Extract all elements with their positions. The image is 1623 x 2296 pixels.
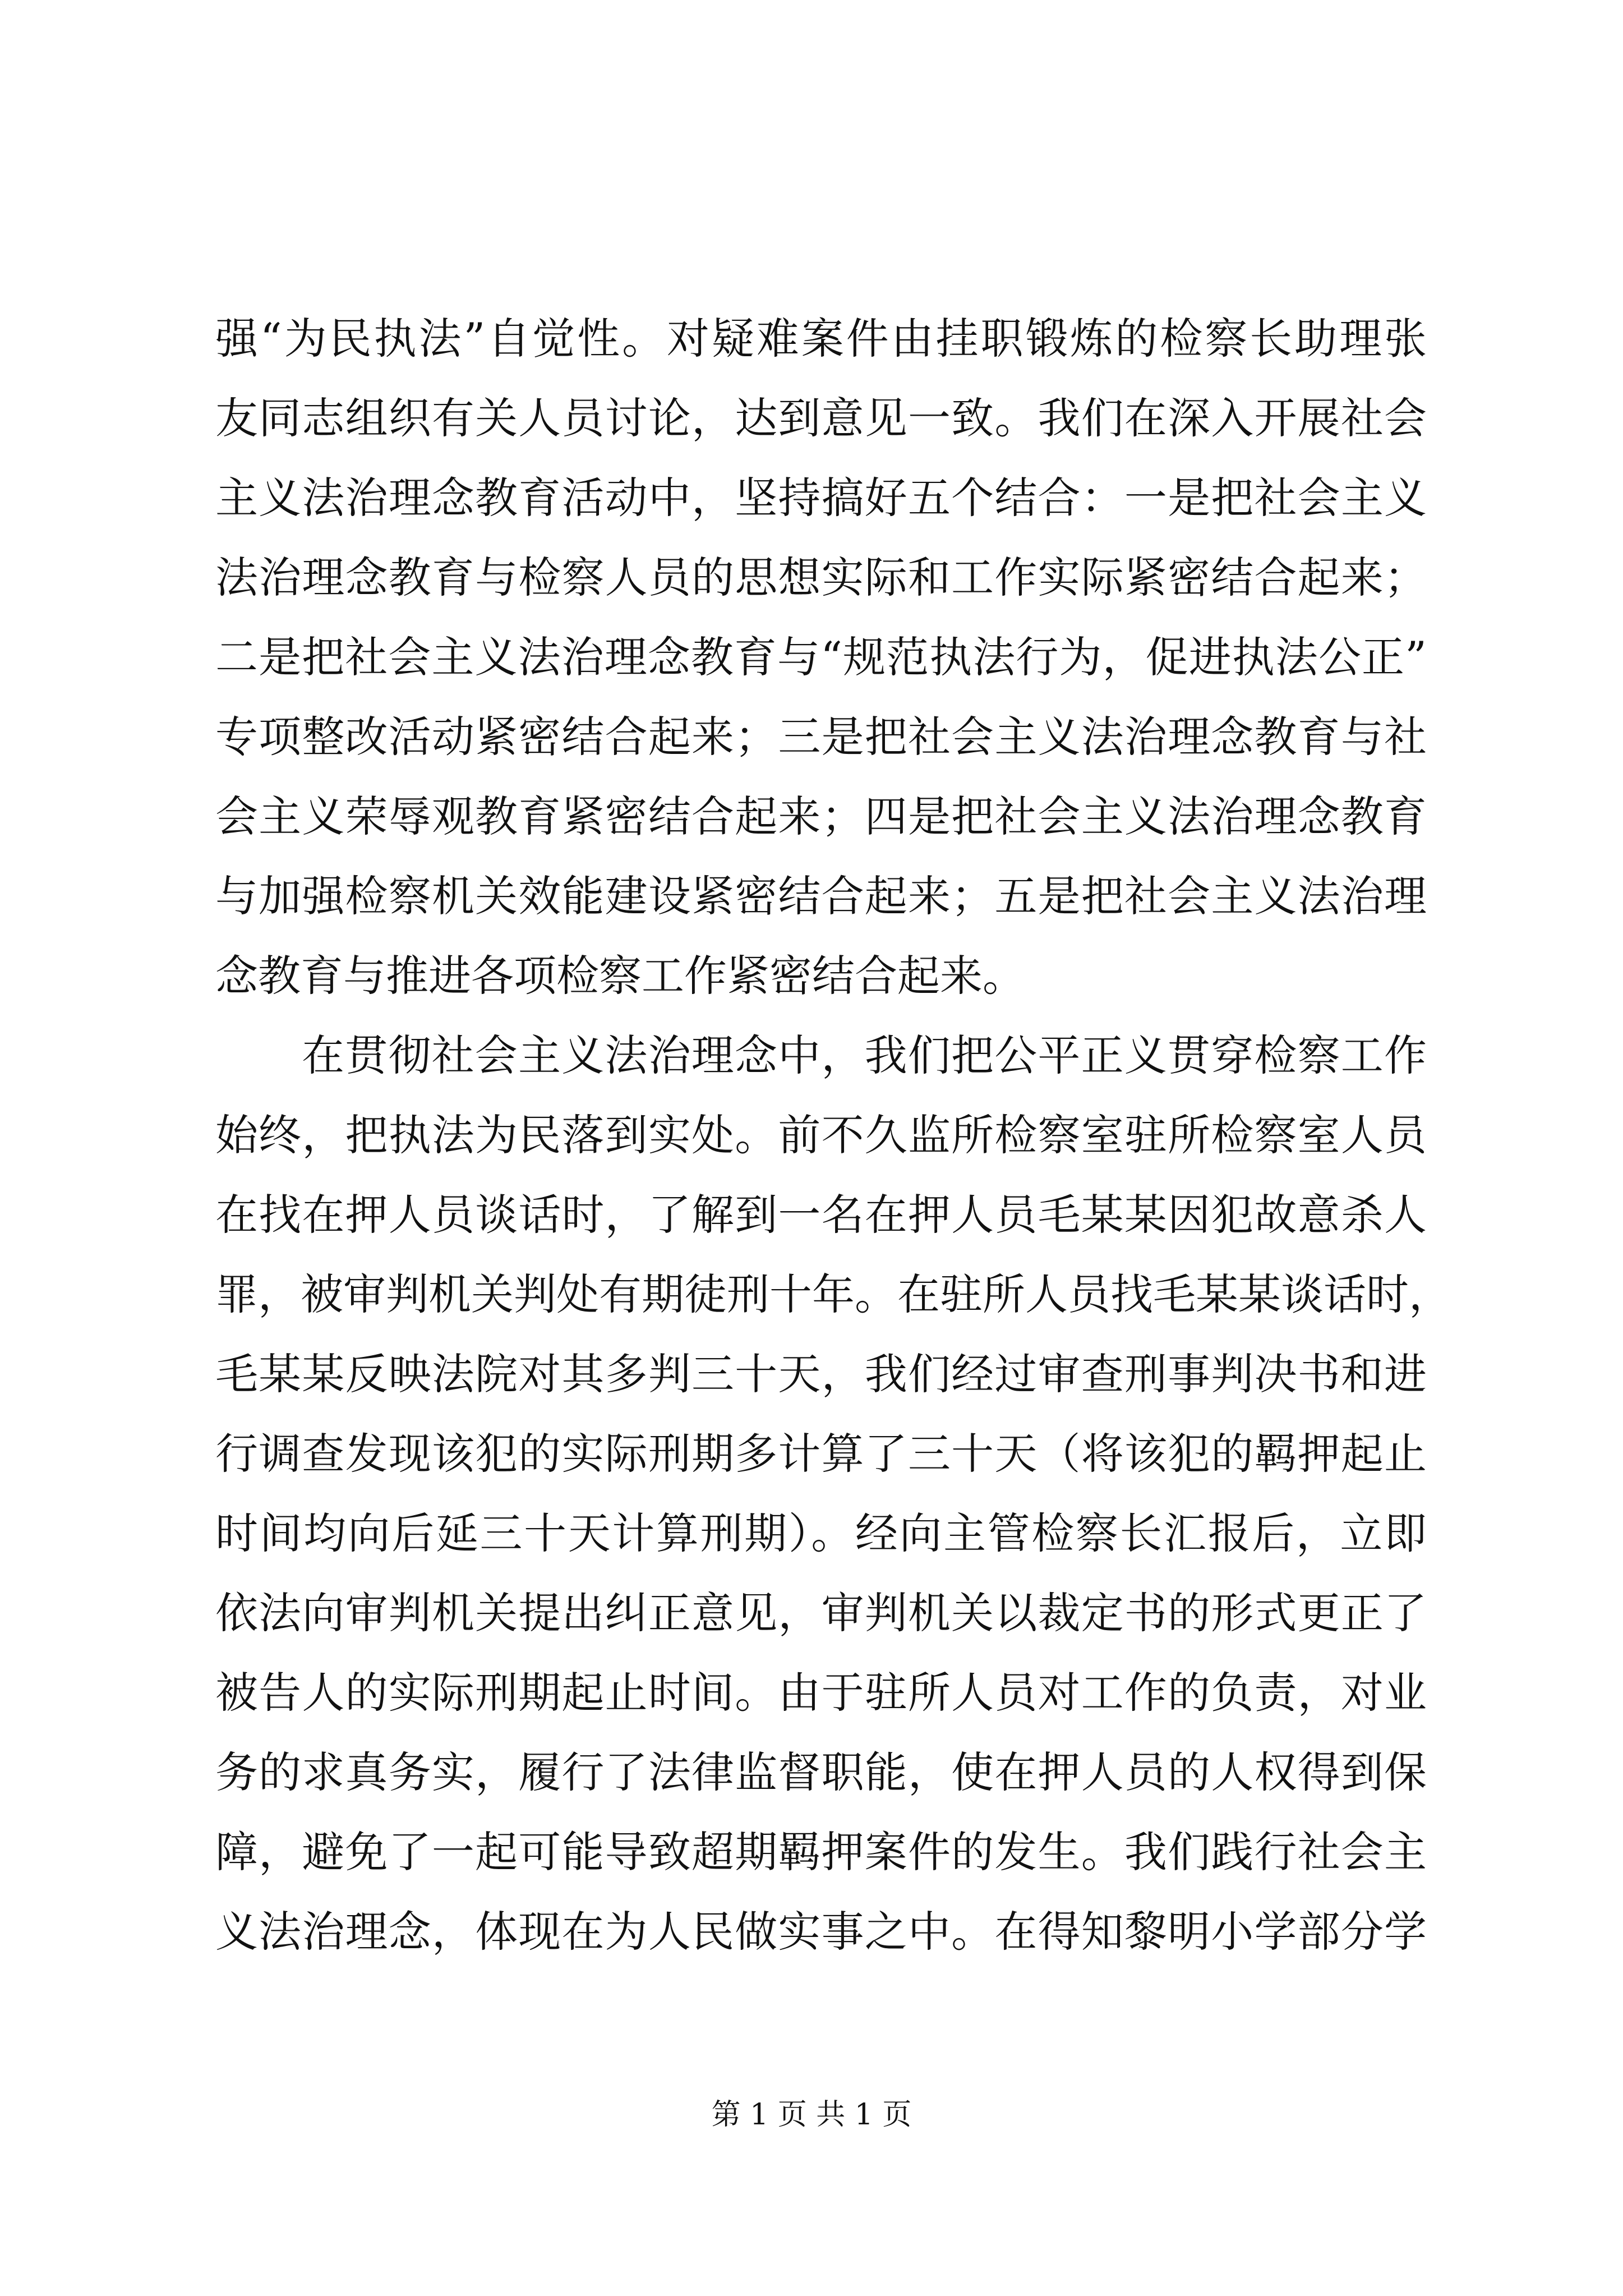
paragraph-first-line: 在贯彻社会主义法治理念中，我们把公平正义贯穿检察工作 [302,1030,1427,1080]
text-line: 依法向审判机关提出纠正意见，审判机关以裁定书的形式更正了 [215,1588,1427,1638]
text-line: 毛某某反映法院对其多判三十天，我们经过审查刑事判决书和进 [215,1349,1427,1399]
text-line: 主义法治理念教育活动中，坚持搞好五个结合：一是把社会主义 [215,473,1427,523]
text-line: 与加强检察机关效能建设紧密结合起来；五是把社会主义法治理 [215,871,1427,921]
text-line: 始终，把执法为民落到实处。前不久监所检察室驻所检察室人员 [215,1110,1427,1160]
text-line: 法治理念教育与检察人员的思想实际和工作实际紧密结合起来； [215,553,1427,602]
text-line: 行调查发现该犯的实际刑期多计算了三十天（将该犯的羁押起止 [215,1429,1427,1479]
text-line: 念教育与推进各项检察工作紧密结合起来。 [215,951,1025,1001]
text-line: 义法治理念，体现在为人民做实事之中。在得知黎明小学部分学 [215,1907,1427,1957]
text-line: 被告人的实际刑期起止时间。由于驻所人员对工作的负责，对业 [215,1668,1427,1718]
text-line: 务的求真务实，履行了法律监督职能，使在押人员的人权得到保 [215,1747,1427,1797]
text-line: 友同志组织有关人员讨论，达到意见一致。我们在深入开展社会 [215,393,1427,443]
text-line: 专项整改活动紧密结合起来；三是把社会主义法治理念教育与社 [215,712,1427,762]
text-line: 会主义荣辱观教育紧密结合起来；四是把社会主义法治理念教育 [215,792,1427,841]
text-line: 时间均向后延三十天计算刑期）。经向主管检察长汇报后，立即 [215,1508,1427,1558]
text-line: 罪，被审判机关判处有期徒刑十年。在驻所人员找毛某某谈话时， [215,1269,1451,1319]
text-line: 障，避免了一起可能导致超期羁押案件的发生。我们践行社会主 [215,1827,1427,1877]
text-line: 在找在押人员谈话时，了解到一名在押人员毛某某因犯故意杀人 [215,1190,1427,1240]
text-line: 强“为民执法”自觉性。对疑难案件由挂职锻炼的检察长助理张 [215,314,1427,364]
text-line: 二是把社会主义法治理念教育与“规范执法行为，促进执法公正” [215,632,1427,682]
page-number-footer: 第 1 页 共 1 页 [711,2098,912,2132]
